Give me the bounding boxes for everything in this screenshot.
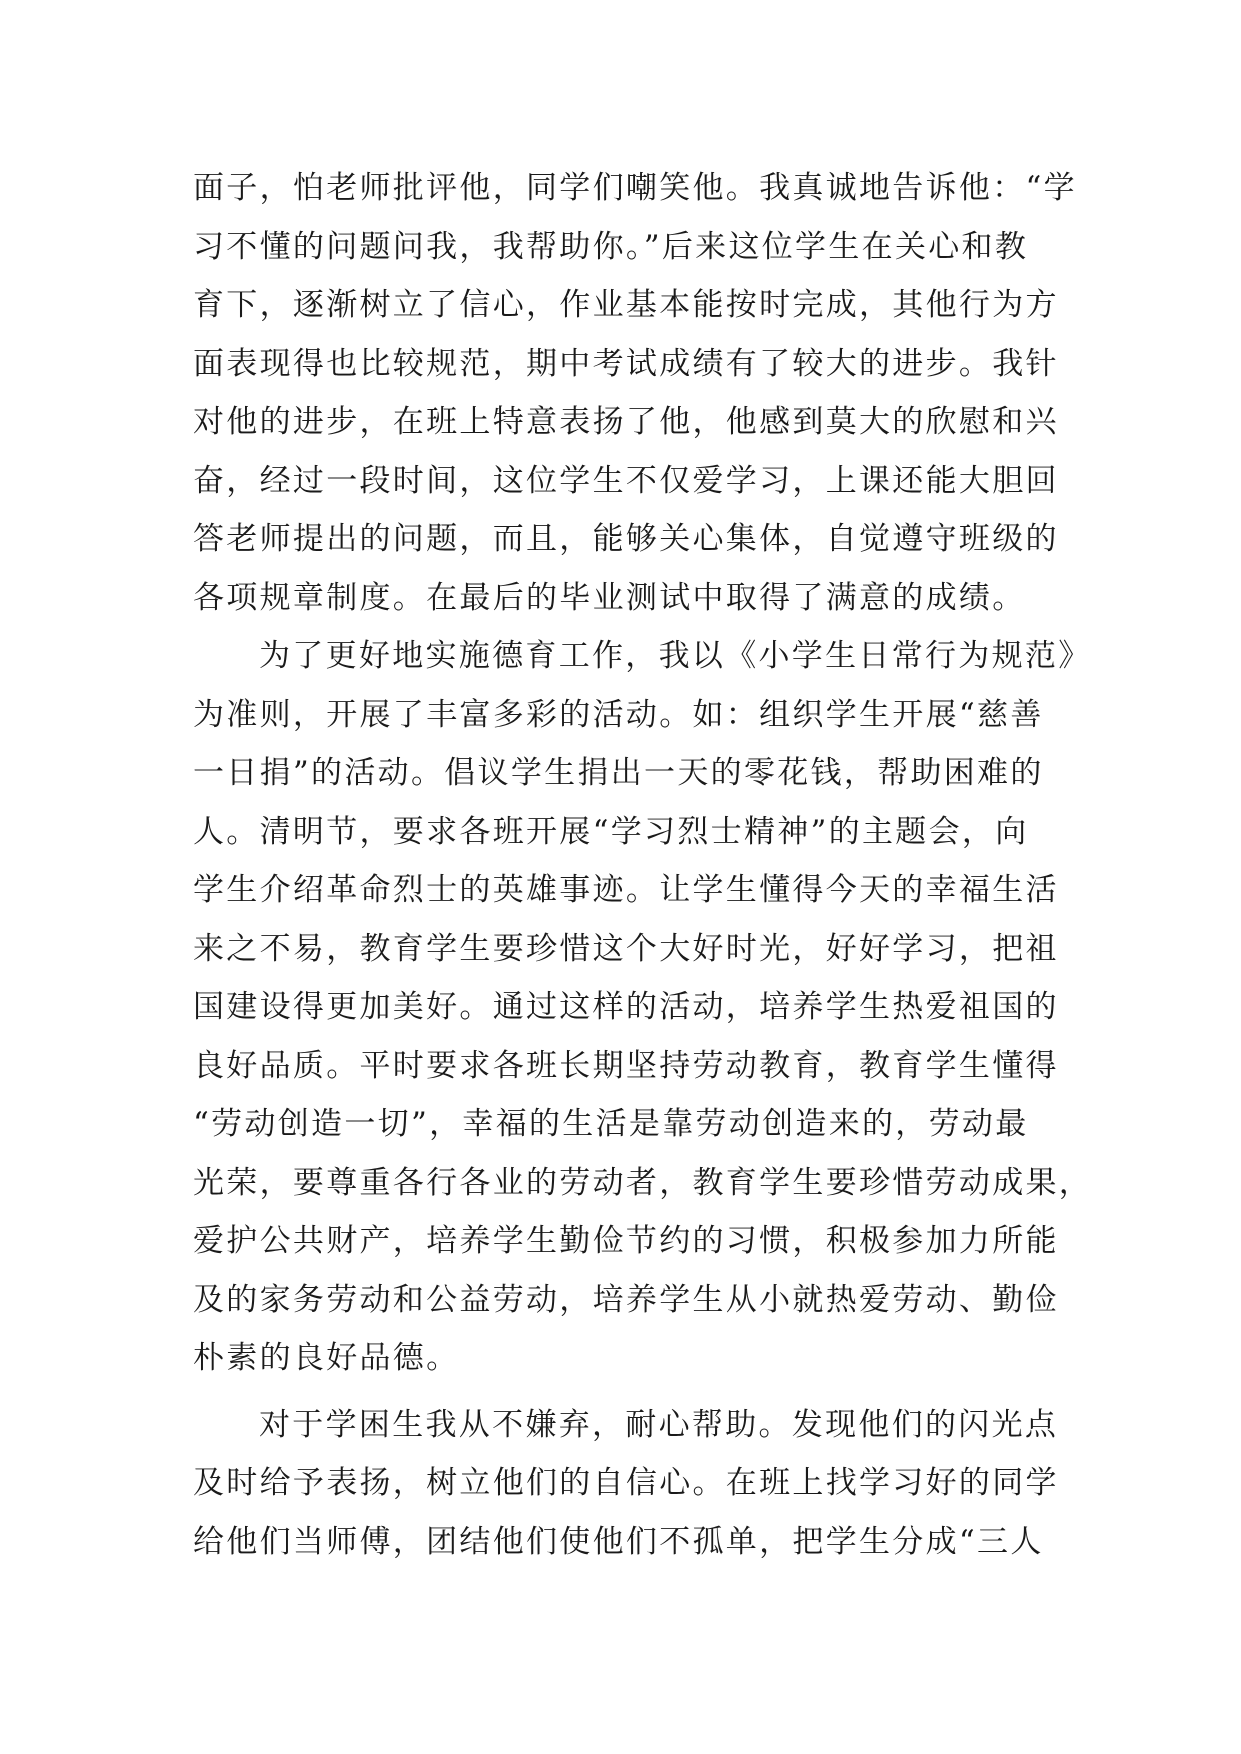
paragraph-1-line-7: 答老师提出的问题，而且，能够关心集体，自觉遵守班级的 xyxy=(193,521,1059,557)
paragraph-2-line-2: 为准则，开展了丰富多彩的活动。如：组织学生开展“慈善 xyxy=(193,696,1044,733)
paragraph-3-line-1: 对于学困生我从不嫌弃，耐心帮助。发现他们的闪光点 xyxy=(259,1406,1059,1443)
paragraph-2-line-9: “劳动创造一切”，幸福的生活是靠劳动创造来的，劳动最 xyxy=(193,1106,1029,1142)
paragraph-1-line-1: 面子，怕老师批评他，同学们嘲笑他。我真诚地告诉他：“学 xyxy=(193,170,1077,206)
paragraph-3-line-2: 及时给予表扬，树立他们的自信心。在班上找学习好的同学 xyxy=(193,1465,1059,1501)
paragraph-2-line-13: 朴素的良好品德。 xyxy=(193,1340,460,1376)
paragraph-3-line-3: 给他们当师傅，团结他们使他们不孤单，把学生分成“三人 xyxy=(193,1523,1044,1560)
paragraph-2-line-5: 学生介绍革命烈士的英雄事迹。让学生懂得今天的幸福生活 xyxy=(193,872,1059,908)
paragraph-2-line-11: 爱护公共财产，培养学生勤俭节约的习惯，积极参加力所能 xyxy=(193,1223,1059,1259)
paragraph-1-line-6: 奋，经过一段时间，这位学生不仅爱学习，上课还能大胆回 xyxy=(193,462,1059,499)
paragraph-2-line-12: 及的家务劳动和公益劳动，培养学生从小就热爱劳动、勤俭 xyxy=(193,1281,1059,1318)
paragraph-1-line-2: 习不懂的问题问我，我帮助你。”后来这位学生在关心和教 xyxy=(193,228,1029,265)
document-body xyxy=(193,159,1093,1571)
paragraph-2-line-8: 良好品质。平时要求各班长期坚持劳动教育，教育学生懂得 xyxy=(193,1047,1059,1084)
paragraph-2-line-7: 国建设得更加美好。通过这样的活动，培养学生热爱祖国的 xyxy=(193,989,1059,1025)
paragraph-2-line-6: 来之不易，教育学生要珍惜这个大好时光，好好学习，把祖 xyxy=(193,930,1059,967)
paragraph-1-line-8: 各项规章制度。在最后的毕业测试中取得了满意的成绩。 xyxy=(193,579,1026,616)
paragraph-gap xyxy=(193,1388,1053,1396)
paragraph-2-line-3: 一日捐”的活动。倡议学生捐出一天的零花钱，帮助困难的 xyxy=(193,755,1044,791)
paragraph-2-line-10: 光荣，要尊重各行各业的劳动者，教育学生要珍惜劳动成果， xyxy=(193,1164,1093,1201)
paragraph-1-line-5: 对他的进步，在班上特意表扬了他，他感到莫大的欣慰和兴 xyxy=(193,404,1059,440)
paragraph-2-line-1: 为了更好地实施德育工作，我以《小学生日常行为规范》 xyxy=(259,638,1092,674)
paragraph-2-line-4: 人。清明节，要求各班开展“学习烈士精神”的主题会，向 xyxy=(193,813,1029,850)
paragraph-1-line-4: 面表现得也比较规范，期中考试成绩有了较大的进步。我针 xyxy=(193,345,1059,382)
paragraph-1-line-3: 育下，逐渐树立了信心，作业基本能按时完成，其他行为方 xyxy=(193,287,1059,323)
